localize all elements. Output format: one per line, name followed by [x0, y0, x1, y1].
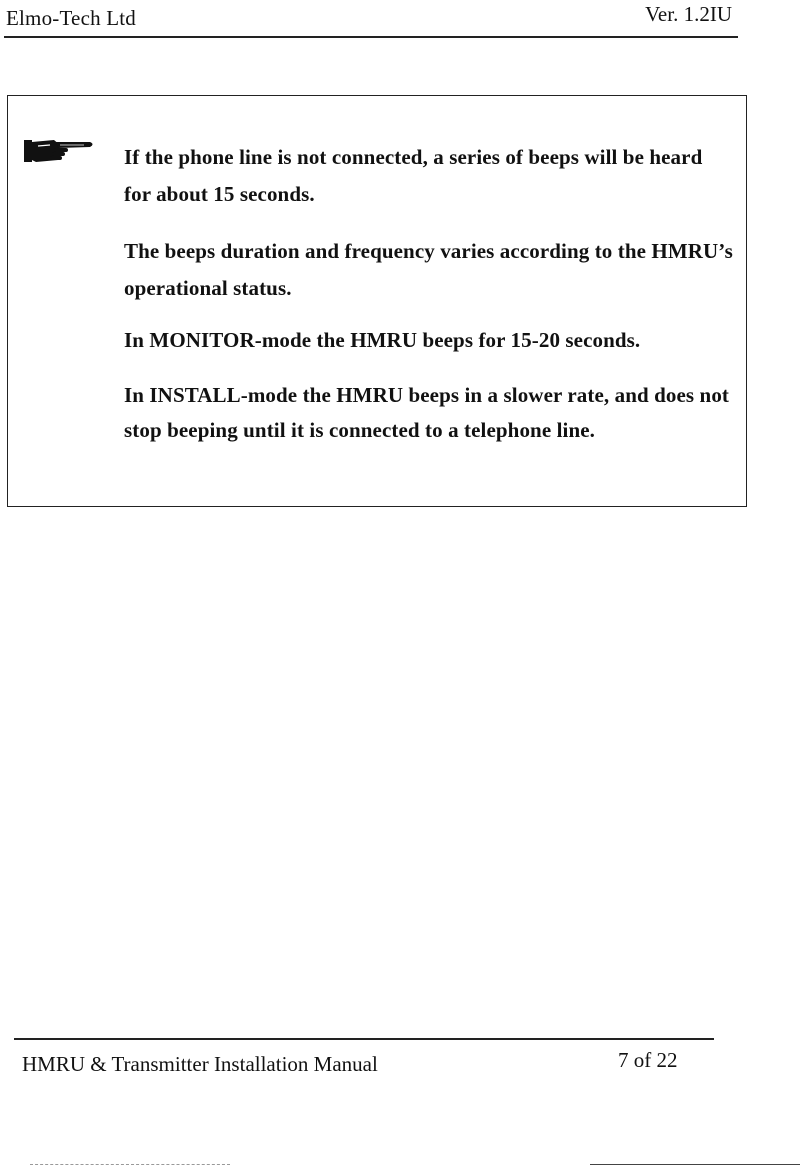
note-paragraph-disconnected: If the phone line is not connected, a series of beeps will be heard for about 15 seconds.: [124, 145, 703, 206]
note-box: [7, 95, 747, 507]
scan-artifact-line: [30, 1164, 230, 1166]
document-version: Ver. 1.2IU: [645, 2, 732, 26]
page-footer: [14, 1038, 714, 1090]
note-paragraph-monitor-mode: In MONITOR-mode the HMRU beeps for 15-20 seconds.: [124, 328, 641, 352]
note-paragraph-beep-duration: The beeps duration and frequency varies according to the HMRU’s operational status.: [124, 239, 733, 300]
scan-artifact-line: [590, 1164, 800, 1166]
manual-title: HMRU & Transmitter Installation Manual: [22, 1052, 378, 1076]
pointing-hand-icon: [24, 136, 96, 166]
page-number: 7 of 22: [618, 1048, 678, 1072]
page-header: [4, 0, 738, 38]
company-name: Elmo-Tech Ltd: [6, 6, 137, 30]
note-paragraph-install-mode: In INSTALL-mode the HMRU beeps in a slower rate, and does not stop beeping until it is connected to a telephone line.: [124, 383, 730, 442]
